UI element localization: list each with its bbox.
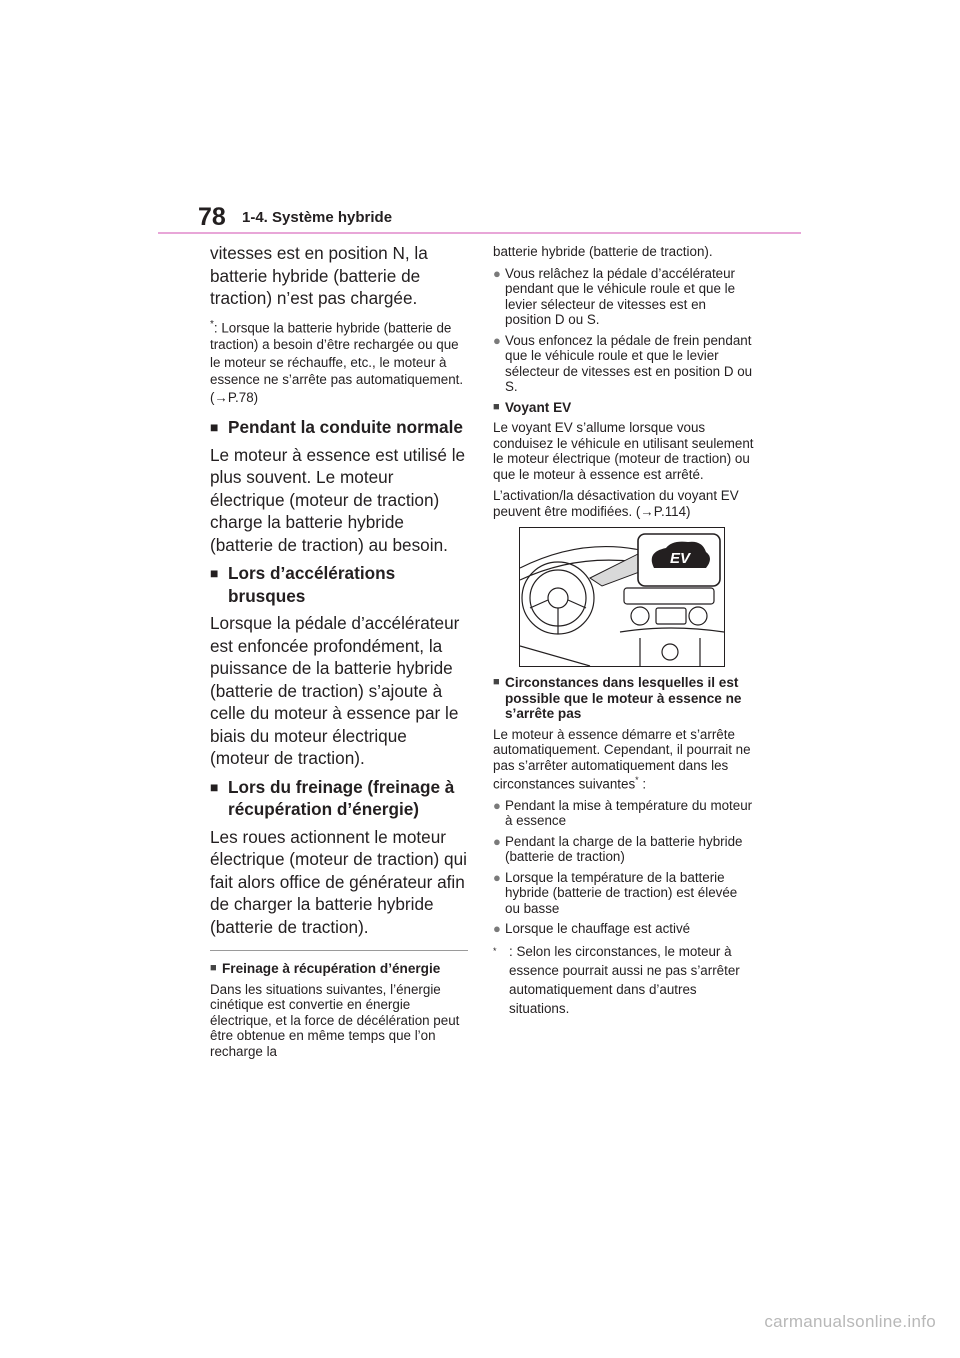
bullet-text: Lorsque le chauffage est activé (505, 921, 691, 937)
note-star: * (210, 318, 214, 330)
continued-paragraph: batterie hybride (batterie de traction). (493, 244, 713, 259)
circ-text-b: : (638, 776, 647, 792)
acceleration-paragraph: Lorsque la pédale d’accélérateur est enfoncée profondément, la puissance de la batterie hybride (batterie de traction) s’ajoute à celle du moteur à essence par le biais du moteur électrique (moteur de traction). (210, 613, 460, 769)
ev-badge-label: EV (669, 550, 691, 567)
circ-star: * (635, 775, 639, 785)
heading-ev-indicator (493, 400, 755, 416)
normal-driving-paragraph: Le moteur à essence est utilisé le plus souvent. Le moteur électrique (moteur de traction) charge la batterie hybride (batterie de traction) au besoin. (210, 444, 466, 555)
footnote-star: * (493, 945, 497, 956)
page-number: 78 (198, 203, 226, 231)
footnote (493, 942, 755, 1018)
ev-paragraph-1: Le voyant EV s’allume lorsque vous conduisez le véhicule en utilisant seulement le moteur électrique (moteur de traction) ou que le moteur à essence est arrêté. (493, 420, 754, 482)
square-bullet-icon: ■ (210, 419, 219, 436)
square-bullet-icon: ■ (493, 676, 500, 688)
braking-paragraph: Les roues actionnent le moteur électrique (moteur de traction) qui fait alors office de générateur afin de charger la batterie hybride (batterie de traction). (210, 826, 467, 937)
heading-circumstances (493, 675, 755, 722)
circle-bullet-icon: ● (493, 332, 501, 348)
circ-text-a: Le moteur à essence démarre et s’arrête automatiquement. Cependant, il pourrait ne pas s’arrêter automatiquement dans les circonstances suivantes (493, 726, 751, 792)
right-column (493, 244, 755, 1018)
heading-brake-text: Lors du freinage (freinage à récupération d’énergie) (228, 776, 455, 820)
intro-paragraph: vitesses est en position N, la batterie hybride (batterie de traction) n’est pas chargée. (210, 243, 428, 308)
section-title: 1-4. Système hybride (242, 209, 393, 226)
regen-paragraph: Dans les situations suivantes, l’énergie cinétique est convertie en énergie électrique, et la force de décélération peut être obtenue en même temps que l’on recharge la (210, 981, 460, 1059)
heading-regen-braking (210, 961, 470, 977)
bullet-text: Lorsque la température de la batterie hybride (batterie de traction) est élevée ou basse (505, 869, 738, 916)
list-item (493, 834, 755, 865)
list-item (493, 921, 755, 937)
note-text: : Lorsque la batterie hybride (batterie de traction) a besoin d’être rechargée ou que le moteur se réchauffe, etc., le moteur à essence ne s’arrête pas automatiquement. (→P.78) (210, 319, 464, 405)
heading-circ-text: Circonstances dans lesquelles il est possible que le moteur à essence ne s’arrête pas (505, 675, 742, 721)
header-rule (158, 232, 801, 234)
bullet-text: Vous relâchez la pédale d’accélérateur pendant que le véhicule roule et que le levier sélecteur de vitesses est en position D ou S. (505, 265, 736, 327)
ev-paragraph-2: L’activation/la désactivation du voyant EV peuvent être modifiées. (→P.114) (493, 488, 739, 519)
bullet-text: Pendant la charge de la batterie hybride (batterie de traction) (505, 833, 743, 865)
list-item (493, 798, 755, 829)
footnote-mark (493, 942, 509, 1018)
footnote-text: : Selon les circonstances, le moteur à essence pourrait aussi ne pas s’arrêter automatiquement dans d’autres situations. (509, 943, 740, 1016)
circle-bullet-icon: ● (493, 869, 501, 885)
left-column (210, 242, 470, 1065)
heading-regen-text: Freinage à récupération d’énergie (222, 961, 441, 977)
section-divider (210, 950, 468, 951)
dashboard-illustration (519, 527, 725, 667)
circle-bullet-icon: ● (493, 921, 501, 937)
circle-bullet-icon: ● (493, 797, 501, 813)
list-item (493, 870, 755, 917)
bullet-text: Vous enfoncez la pédale de frein pendant que le véhicule roule et que le levier sélecteur de vitesses est en position D ou S. (505, 332, 753, 394)
square-bullet-icon: ■ (493, 400, 500, 413)
list-item (493, 333, 755, 395)
square-bullet-icon: ■ (210, 778, 219, 795)
heading-normal-text: Pendant la conduite normale (228, 417, 463, 438)
list-item (493, 266, 755, 328)
heading-accel-text: Lors d’accélérations brusques (228, 563, 396, 606)
dashboard-drawing (520, 528, 724, 666)
heading-normal-driving (210, 416, 470, 439)
square-bullet-icon: ■ (210, 565, 219, 582)
circumstances-paragraph (493, 727, 755, 792)
note-block (210, 316, 470, 407)
circle-bullet-icon: ● (493, 833, 501, 849)
heading-braking (210, 776, 470, 821)
watermark: carmanualsonline.info (764, 1312, 936, 1331)
bullet-text: Pendant la mise à température du moteur à essence (505, 797, 753, 829)
circle-bullet-icon: ● (493, 265, 501, 281)
square-bullet-icon: ■ (210, 962, 217, 975)
heading-acceleration (210, 562, 470, 607)
heading-ev-text: Voyant EV (505, 399, 572, 415)
